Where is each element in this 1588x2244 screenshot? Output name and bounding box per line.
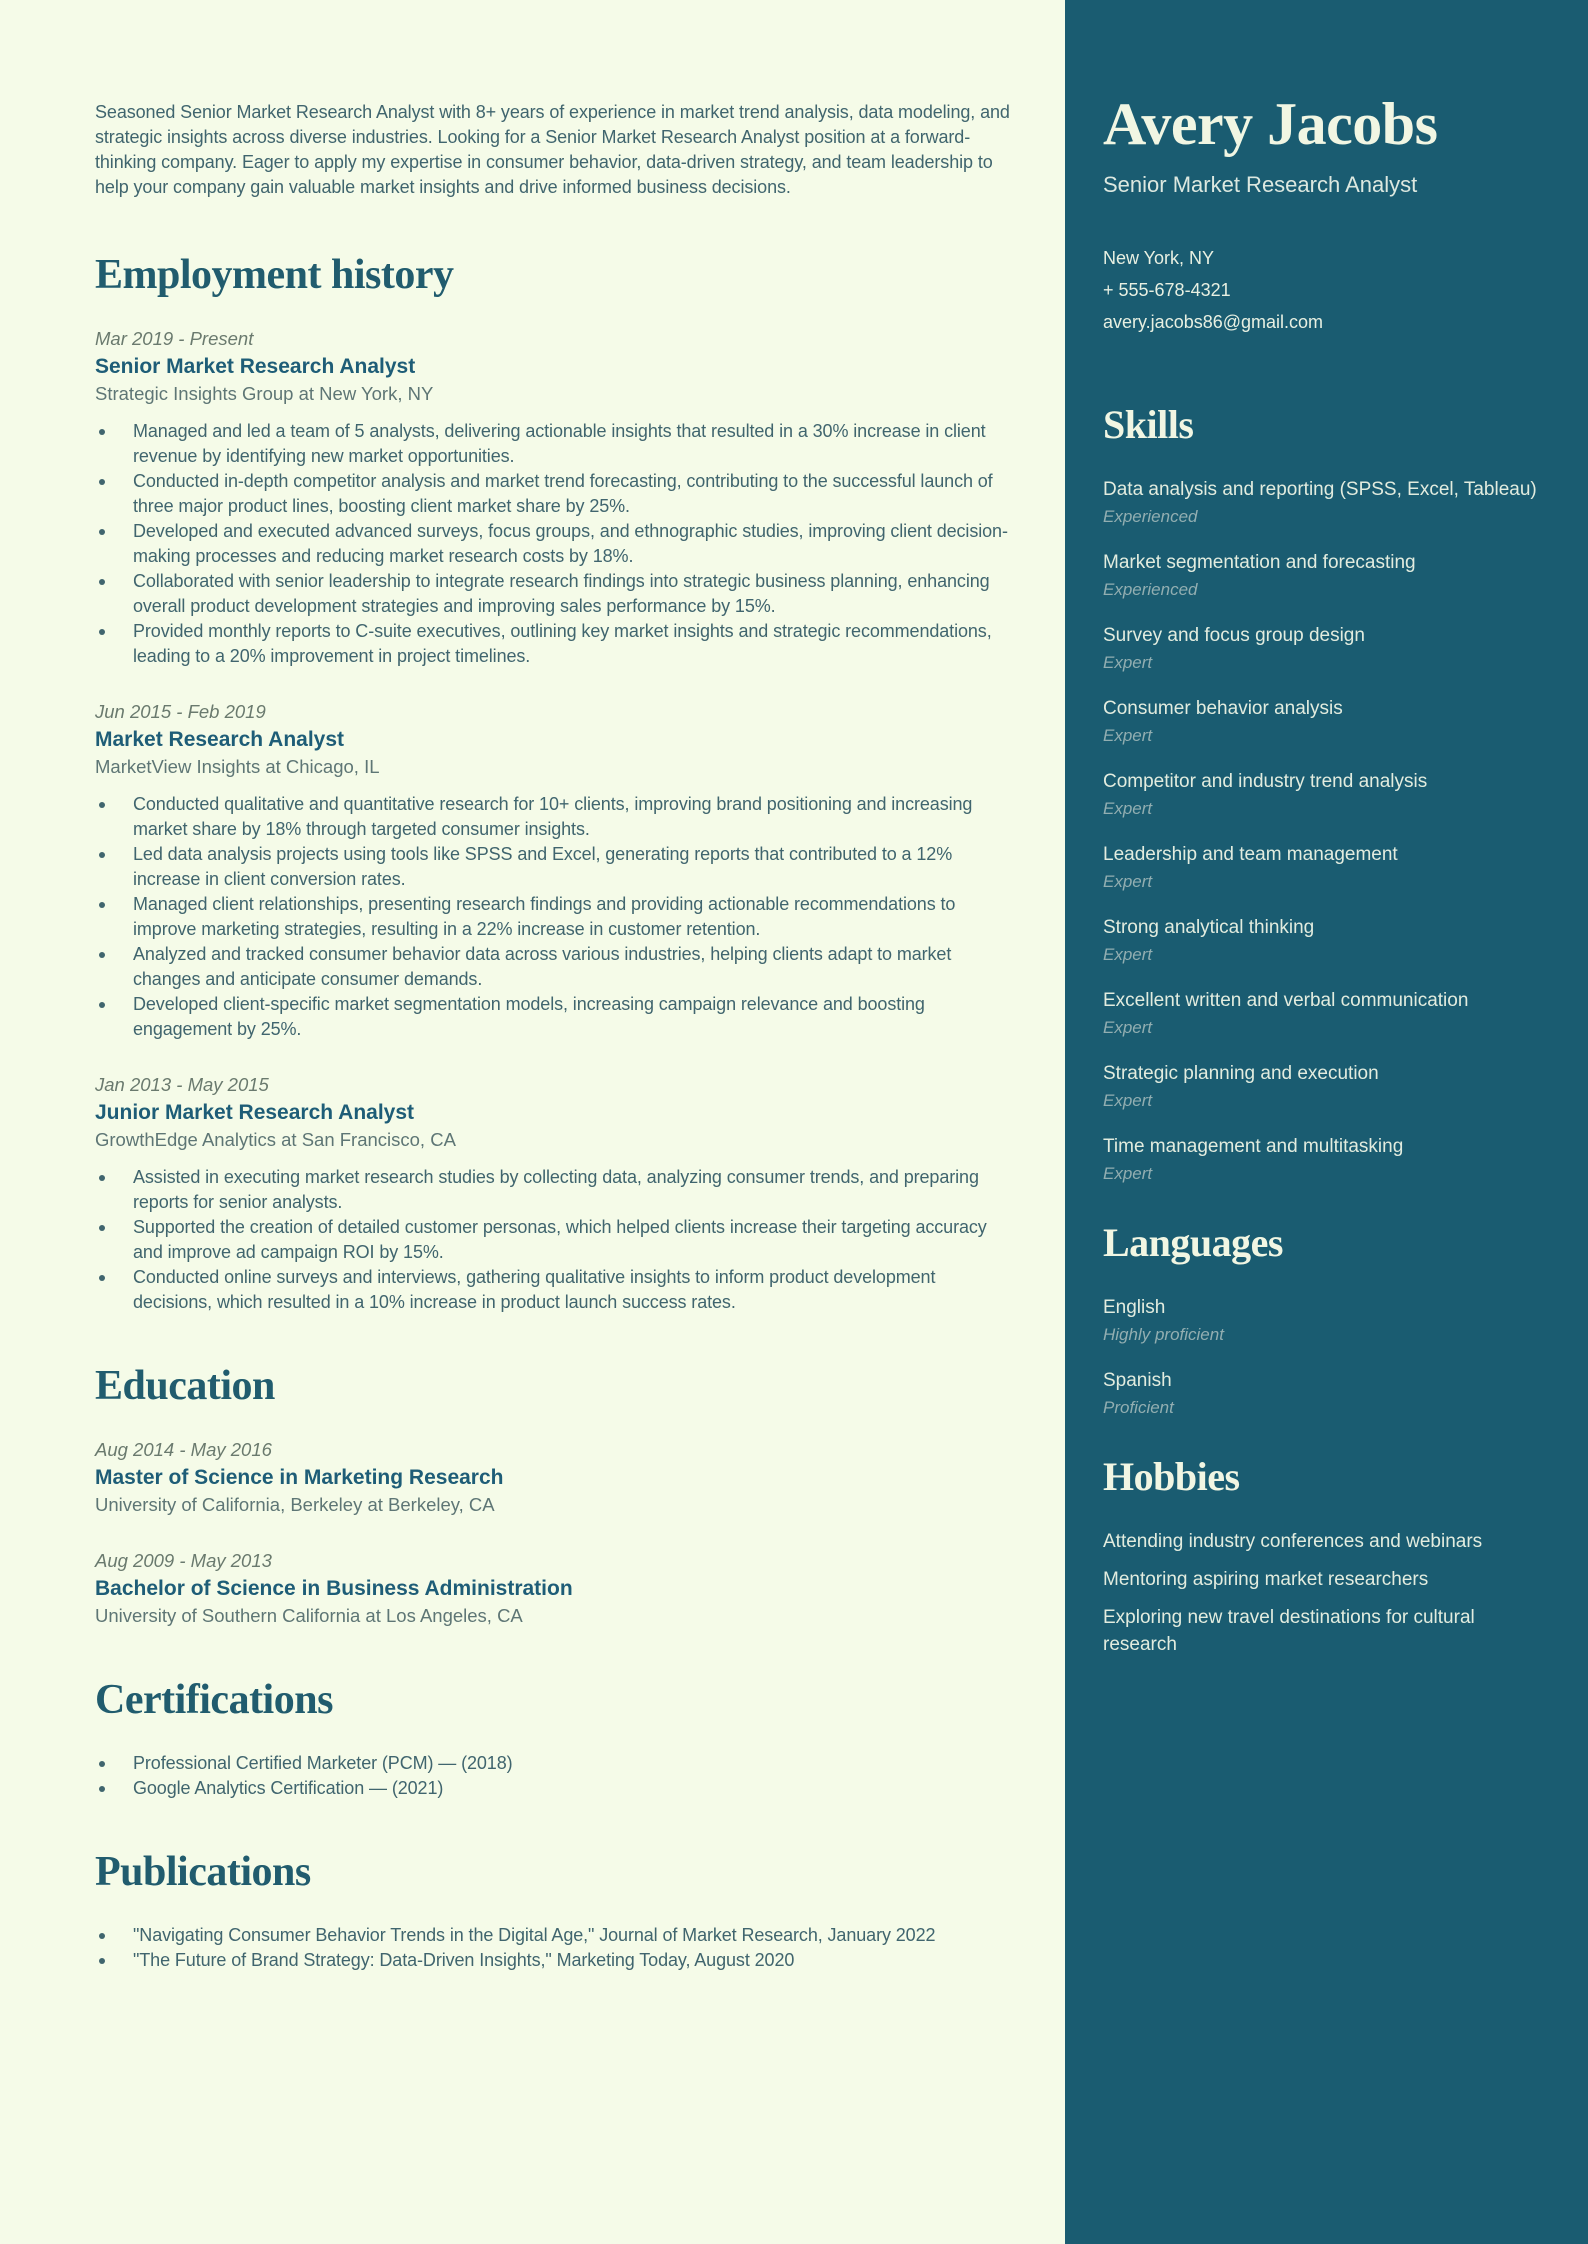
skill-item: [1103, 622, 1543, 675]
job-company: MarketView Insights at Chicago, IL: [95, 756, 380, 777]
skills-list: [1103, 476, 1543, 1186]
skill-level: Expert: [1103, 726, 1153, 745]
skill-name: Market segmentation and forecasting: [1103, 552, 1416, 573]
job-company: Strategic Insights Group at New York, NY: [95, 383, 434, 404]
skill-item: [1103, 476, 1543, 529]
publications-heading: Publications: [95, 1849, 311, 1895]
job-bullet: Conducted online surveys and interviews, gathering qualitative insights to inform product development decisions, which resulted in a 10% increase in product launch success rates.: [95, 1265, 1010, 1315]
job-entry: [95, 326, 1010, 669]
publication-list: [95, 1923, 1010, 1973]
skill-level: Experienced: [1103, 580, 1198, 599]
skill-level: Expert: [1103, 872, 1153, 891]
skill-level: Expert: [1103, 653, 1153, 672]
skill-item: [1103, 1133, 1543, 1186]
job-dates: Jan 2013 - May 2015: [95, 1074, 269, 1095]
skill-level: Expert: [1103, 799, 1153, 818]
certification-item: Google Analytics Certification — (2021): [95, 1776, 1010, 1801]
summary-text: Seasoned Senior Market Research Analyst with 8+ years of experience in market trend analysis, data modeling, and strategic insights across diverse industries. Looking for a Senior Market Research Analyst position at a forward-thinking company. Eager to apply my expertise in consumer behavior, data-driven strategy, and team leadership to help your company gain valuable market insights and drive informed business decisions.: [95, 102, 1010, 197]
language-item: [1103, 1367, 1543, 1420]
job-bullet: Led data analysis projects using tools like SPSS and Excel, generating reports that contributed to a 12% increase in client conversion rates.: [95, 842, 1010, 892]
certifications-section: [95, 1675, 1010, 1801]
employment-heading: Employment history: [95, 252, 454, 298]
education-entry: [95, 1548, 1010, 1629]
skill-item: [1103, 768, 1543, 821]
employment-section: [95, 250, 1010, 1315]
education-dates: Aug 2009 - May 2013: [95, 1550, 272, 1571]
education-school: University of Southern California at Los Angeles, CA: [95, 1605, 523, 1626]
education-degree: Master of Science in Marketing Research: [95, 1466, 504, 1489]
skill-level: Expert: [1103, 945, 1153, 964]
job-bullet: Collaborated with senior leadership to integrate research findings into strategic business planning, enhancing overall product development strategies and improving sales performance by 15%.: [95, 569, 1010, 619]
job-entry: [95, 1072, 1010, 1315]
contact-block: [1103, 242, 1543, 338]
sidebar: [1065, 0, 1588, 2244]
job-bullet: Analyzed and tracked consumer behavior data across various industries, helping clients adapt to market changes and anticipate consumer demands.: [95, 942, 1010, 992]
job-company: GrowthEdge Analytics at San Francisco, CA: [95, 1129, 456, 1150]
job-bullet: Conducted qualitative and quantitative research for 10+ clients, improving brand positioning and increasing market share by 18% through targeted consumer insights.: [95, 792, 1010, 842]
job-bullet: Conducted in-depth competitor analysis and market trend forecasting, contributing to the successful launch of three major product lines, boosting client market share by 25%.: [95, 469, 1010, 519]
language-name: Spanish: [1103, 1370, 1172, 1391]
language-level: Proficient: [1103, 1398, 1174, 1417]
job-bullet: Managed and led a team of 5 analysts, delivering actionable insights that resulted in a 30% increase in client revenue by identifying new market opportunities.: [95, 419, 1010, 469]
skill-name: Time management and multitasking: [1103, 1136, 1404, 1157]
job-title: Market Research Analyst: [95, 728, 345, 751]
job-bullet: Supported the creation of detailed customer personas, which helped clients increase their targeting accuracy and improve ad campaign ROI by 15%.: [95, 1215, 1010, 1265]
person-title: Senior Market Research Analyst: [1103, 172, 1418, 197]
publications-section: [95, 1847, 1010, 1973]
publication-item: "The Future of Brand Strategy: Data-Driven Insights," Marketing Today, August 2020: [95, 1948, 1010, 1973]
job-bullet: Developed and executed advanced surveys, focus groups, and ethnographic studies, improving client decision-making processes and reducing market research costs by 18%.: [95, 519, 1010, 569]
job-bullet-list: [95, 792, 1010, 1042]
language-item: [1103, 1294, 1543, 1347]
languages-heading: Languages: [1103, 1220, 1283, 1265]
skill-name: Consumer behavior analysis: [1103, 698, 1343, 719]
language-level: Highly proficient: [1103, 1325, 1224, 1344]
contact-phone: + 555-678-4321: [1103, 280, 1231, 300]
education-list: [95, 1437, 1010, 1629]
job-entry: [95, 699, 1010, 1042]
skill-name: Excellent written and verbal communication: [1103, 990, 1469, 1011]
hobby-item: Attending industry conferences and webinars: [1103, 1531, 1483, 1552]
skill-name: Competitor and industry trend analysis: [1103, 771, 1428, 792]
hobby-item: Exploring new travel destinations for cultural research: [1103, 1607, 1475, 1655]
person-name: Avery Jacobs: [1103, 91, 1438, 157]
certification-list: [95, 1751, 1010, 1801]
skill-name: Survey and focus group design: [1103, 625, 1365, 646]
contact-email: avery.jacobs86@gmail.com: [1103, 312, 1324, 332]
language-name: English: [1103, 1297, 1166, 1318]
education-entry: [95, 1437, 1010, 1518]
skill-item: [1103, 1060, 1543, 1113]
hobby-item: Mentoring aspiring market researchers: [1103, 1569, 1429, 1590]
hobbies-heading: Hobbies: [1103, 1454, 1240, 1499]
job-bullet-list: [95, 1165, 1010, 1315]
skills-heading: Skills: [1103, 402, 1194, 447]
education-heading: Education: [95, 1363, 275, 1409]
skill-level: Expert: [1103, 1091, 1153, 1110]
contact-location: New York, NY: [1103, 248, 1215, 268]
certification-item: Professional Certified Marketer (PCM) — (2018): [95, 1751, 1010, 1776]
education-section: [95, 1361, 1010, 1629]
job-list: [95, 326, 1010, 1315]
skill-name: Leadership and team management: [1103, 844, 1398, 865]
job-bullet: Managed client relationships, presenting research findings and providing actionable recommendations to improve marketing strategies, resulting in a 22% increase in customer retention.: [95, 892, 1010, 942]
job-title: Senior Market Research Analyst: [95, 355, 416, 378]
certifications-heading: Certifications: [95, 1677, 333, 1723]
languages-list: [1103, 1294, 1543, 1420]
education-dates: Aug 2014 - May 2016: [95, 1439, 272, 1460]
skill-level: Expert: [1103, 1164, 1153, 1183]
publication-item: "Navigating Consumer Behavior Trends in the Digital Age," Journal of Market Research, January 2022: [95, 1923, 1010, 1948]
skill-level: Experienced: [1103, 507, 1198, 526]
hobbies-list: [1103, 1528, 1543, 1658]
skill-item: [1103, 695, 1543, 748]
skill-item: [1103, 987, 1543, 1040]
skill-level: Expert: [1103, 1018, 1153, 1037]
job-bullet: Provided monthly reports to C-suite executives, outlining key market insights and strategic recommendations, leading to a 20% improvement in project timelines.: [95, 619, 1010, 669]
education-degree: Bachelor of Science in Business Administration: [95, 1577, 573, 1600]
skill-item: [1103, 841, 1543, 894]
skill-name: Strategic planning and execution: [1103, 1063, 1379, 1084]
job-dates: Jun 2015 - Feb 2019: [95, 701, 266, 722]
job-bullet-list: [95, 419, 1010, 669]
job-title: Junior Market Research Analyst: [95, 1101, 415, 1124]
skill-name: Strong analytical thinking: [1103, 917, 1315, 938]
skill-name: Data analysis and reporting (SPSS, Excel, Tableau): [1103, 479, 1537, 500]
skill-item: [1103, 549, 1543, 602]
job-dates: Mar 2019 - Present: [95, 328, 254, 349]
job-bullet: Developed client-specific market segmentation models, increasing campaign relevance and boosting engagement by 25%.: [95, 992, 1010, 1042]
skill-item: [1103, 914, 1543, 967]
job-bullet: Assisted in executing market research studies by collecting data, analyzing consumer trends, and preparing reports for senior analysts.: [95, 1165, 1010, 1215]
education-school: University of California, Berkeley at Berkeley, CA: [95, 1494, 495, 1515]
